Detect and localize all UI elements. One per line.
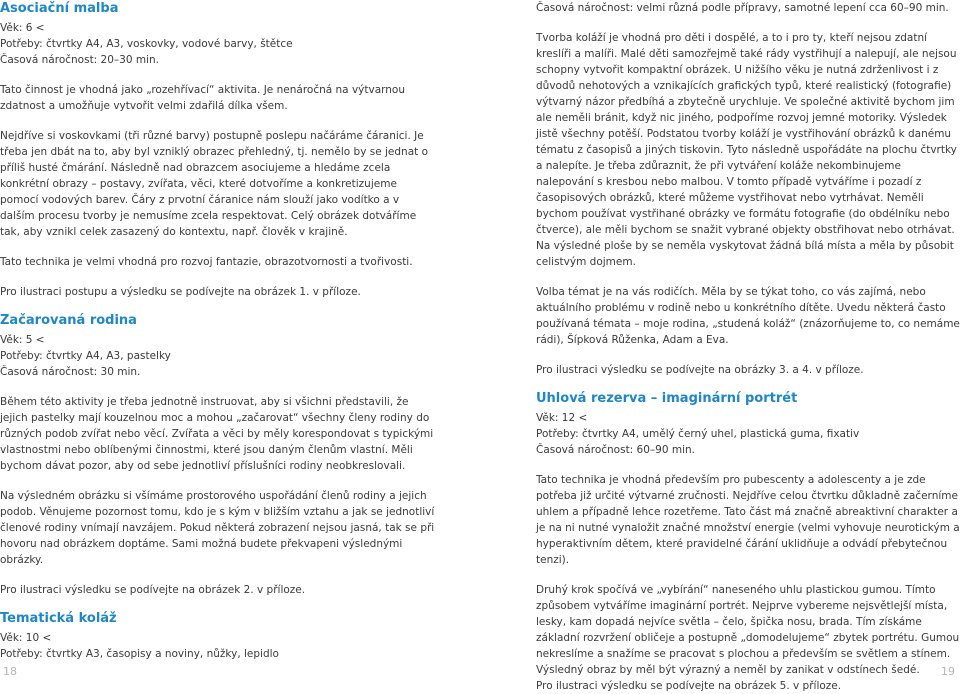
- section-meta: [0, 332, 436, 380]
- paragraph: Během této aktivity je třeba jednotně instruovat, aby si všichni představili, že jejich pastelky mají kouzelnou moc a mohou „začarovat“ všechny členy rodiny do různých podob zvířat nebo věcí. Zvířata a věci by měly korespondovat s typickými vlastnostmi nebo oblíbenými činnostmi, které jsou daným členům vlastní. Měli bychom dávat pozor, aby od sebe jednotliví příslušníci rodiny neobkreslovali.: [0, 396, 434, 472]
- section-title: Uhlová rezerva – imaginární portrét: [536, 391, 798, 406]
- supplies-line: Potřeby: čtvrtky A4, umělý černý uhel, plastická guma, fixativ: [536, 428, 860, 440]
- paragraph: Pro ilustraci výsledku se podívejte na obrázky 3. a 4. v příloze.: [536, 364, 864, 376]
- section-title: Začarovaná rodina: [0, 313, 137, 328]
- paragraph: Druhý krok spočívá ve „vybírání“ naneseného uhlu plastickou gumou. Tímto způsobem vytváříme imaginární portrét. Nejprve vybereme nejsvětlejší místa, lesky, kam dopadá nejvíce světla – čelo, špička nosu, brada. Tím získáme základní rozvržení obličeje a postupně „domodelujeme“ zbytek portrétu. Gumou nekreslíme a snažíme se pracovat s plochou a především se světlem a stínem. Výsledný obraz by měl být výrazný a neměl by zanikat v odstínech šedé.: [536, 584, 960, 676]
- duration-line: Časová náročnost: velmi různá podle přípravy, samotné lepení cca 60–90 min.: [536, 2, 949, 14]
- paragraph: Tato technika je vhodná především pro pubescenty a adolescenty a je zde potřeba již určité výtvarné zručnosti. Nejdříve celou čtvrtku důkladně začerníme uhlem a případně lehce rozetřeme. Tato část má značně abreaktivní charakter a je na ni nutné vynaložit značné množství energie (velmi vyhovuje neurotickým a hyperaktivním dětem, které pravidelné čárání uklidňuje a odvádí přebytečnou tenzi).: [536, 474, 960, 566]
- age-line: Věk: 12 <: [536, 412, 588, 424]
- paragraph: Pro ilustraci výsledku se podívejte na obrázek 5. v příloze.: [536, 680, 842, 692]
- left-page: [0, 0, 436, 662]
- supplies-line: Potřeby: čtvrtky A3, časopisy a noviny, nůžky, lepidlo: [0, 648, 279, 660]
- page-number-left: 18: [3, 665, 17, 678]
- age-line: Věk: 10 <: [0, 632, 52, 644]
- paragraph: Pro ilustraci postupu a výsledku se podívejte na obrázek 1. v příloze.: [0, 286, 361, 298]
- paragraph: Tvorba koláží je vhodná pro děti i dospělé, a to i pro ty, kteří nejsou zdatní kreslíři a malíři. Malé děti samozřejmě také rády vystřihují a nalepují, ale nejsou schopny vytvořit kompaktní obrázek. U nižšího věku je nutná zdrženlivost i z důvodů nehotových a vznikajících grafických typů, které realistický (fotografie) výtvarný názor předbíhá a zbytečně urychluje. Ve společné aktivitě bychom jim ale neměli bránit, když nic jiného, podpoříme rozvoj jemné motoriky. Výsledek jistě všechny potěší. Podstatou tvorby koláží je vystřihování obrázků k danému tématu z časopisů a jiných tiskovin. Tyto následně uspořádáte na plochu čtvrtky a nalepíte. Je třeba zdůraznit, že při vytváření koláže nekombinujeme nalepování s kresbou nebo malbou. V tomto případě vytváříme i pozadí z časopisových obrázků, které můžeme vystřihovat nebo vytrhávat. Neměli bychom používat vystřihané obrázky ve formátu fotografie (do obdélníku nebo čtverce), ale měli bychom se snažit vybrané objekty obstřihovat nebo otrhávat. Na výsledné ploše by se neměla vyskytovat žádná bílá místa a měla by působit celistvým dojmem.: [536, 32, 957, 268]
- section-meta: [536, 410, 960, 458]
- duration-line: Časová náročnost: 20–30 min.: [0, 54, 160, 66]
- section-meta: [0, 630, 436, 662]
- paragraph: Na výsledném obrázku si všímáme prostorového uspořádání členů rodiny a jejich podob. Věnujeme pozornost tomu, kdo je s kým v bližším vztahu a jak se jednotliví členové rodiny vnímají navzájem. Pokud některá zobrazení nejsou jasná, tak se při hovoru nad obrázkem doptáme. Sami možná budete překvapeni výslednými obrázky.: [0, 490, 435, 566]
- age-line: Věk: 5 <: [0, 334, 45, 346]
- paragraph: Pro ilustraci výsledku se podívejte na obrázek 2. v příloze.: [0, 584, 306, 596]
- section-title: Asociační malba: [0, 1, 119, 16]
- page-number-right: 19: [941, 665, 955, 678]
- right-page: [536, 0, 960, 694]
- paragraph: Tato technika je velmi vhodná pro rozvoj fantazie, obrazotvornosti a tvořivosti.: [0, 256, 413, 268]
- section-meta: [0, 20, 436, 68]
- section-title: Tematická koláž: [0, 611, 117, 626]
- paragraph: Nejdříve si voskovkami (tři různé barvy) postupně poslepu načáráme čáranici. Je třeba jen dbát na to, aby byl vzniklý obrazec přehledný, tj. nemělo by se jednat o příliš husté čmárání. Následně nad obrazcem asociujeme a hledáme zcela konkrétní obrazy – postavy, zvířata, věci, které dotvoříme a konkretizujeme pomocí vodových barev. Čáry z prvotní čáranice nám slouží jako vodítko a v dalším procesu tvorby je nemusíme zcela respektovat. Celý obrázek dotváříme tak, aby vznikl celek zasazený do kontextu, např. člověk v krajině.: [0, 130, 429, 238]
- age-line: Věk: 6 <: [0, 22, 45, 34]
- supplies-line: Potřeby: čtvrtky A4, A3, pastelky: [0, 350, 171, 362]
- duration-line: Časová náročnost: 60–90 min.: [536, 444, 696, 456]
- paragraph: Tato činnost je vhodná jako „rozehřívací“ aktivita. Je nenáročná na výtvarnou zdatnost a umožňuje vytvořit velmi zdařilá dílka všem.: [0, 84, 406, 112]
- duration-line: Časová náročnost: 30 min.: [0, 366, 141, 378]
- supplies-line: Potřeby: čtvrtky A4, A3, voskovky, vodové barvy, štětce: [0, 38, 293, 50]
- paragraph: Volba témat je na vás rodičích. Měla by se týkat toho, co vás zajímá, nebo aktuálního problému v rodině nebo u konkrétního dítěte. Uvedu některá často používaná témata – moje rodina, „studená koláž“ (znázorňujeme to, co nemáme rádi), Šípková Růženka, Adam a Eva.: [536, 286, 960, 346]
